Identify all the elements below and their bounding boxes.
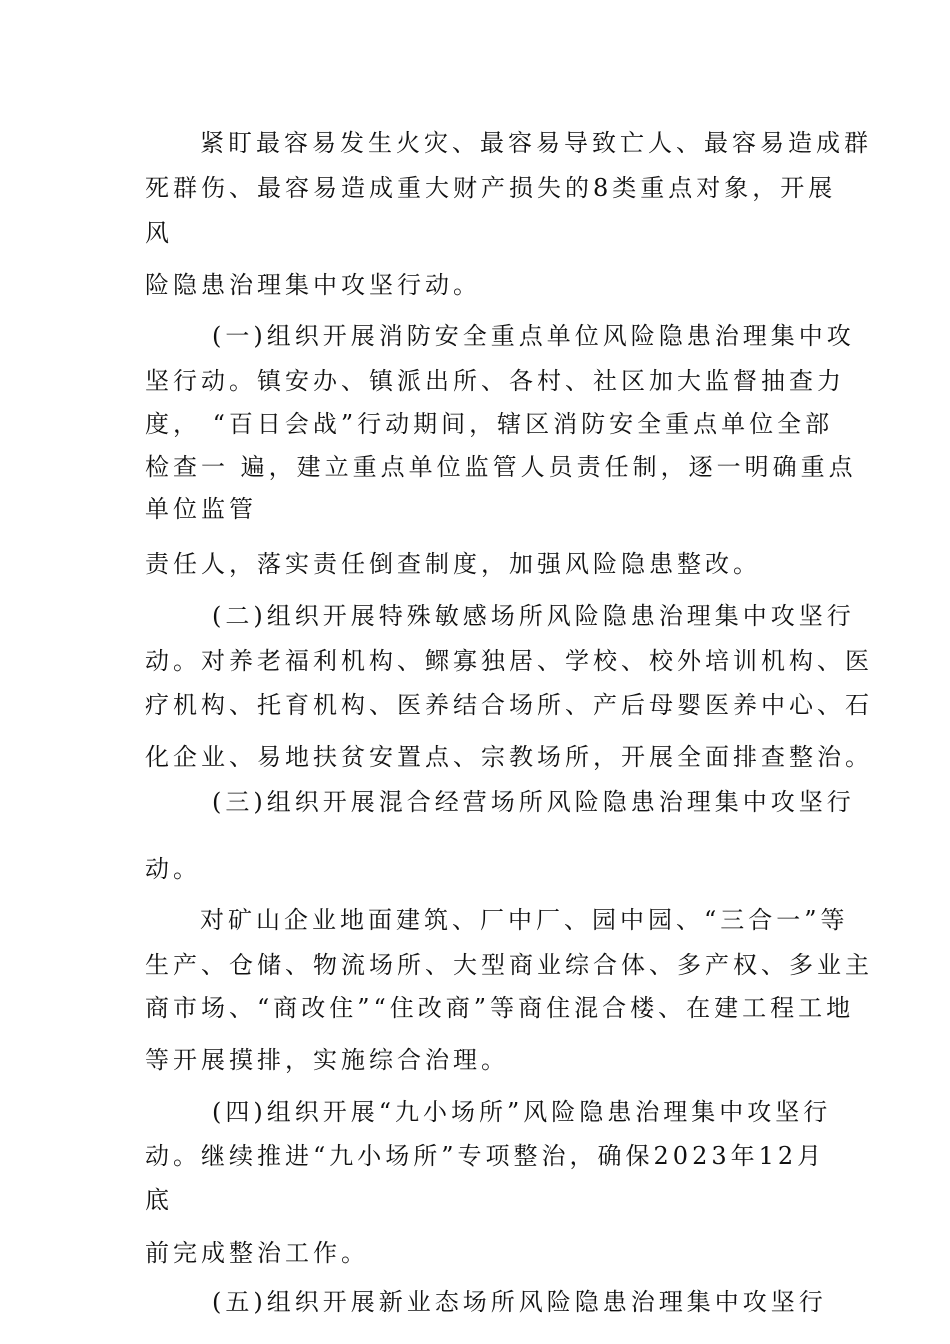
paragraph-line: 坚行动。镇安办、镇派出所、各村、社区加大监督抽查力 (145, 367, 845, 395)
paragraph-line: 商市场、“商改住”“住改商”等商住混合楼、在建工程工地 (145, 994, 855, 1022)
paragraph-line: 单位监管 (145, 495, 257, 523)
paragraph-line: 责任人，落实责任倒查制度，加强风险隐患整改。 (145, 550, 761, 578)
paragraph-line: (二)组织开展特殊敏感场所风险隐患治理集中攻坚行 (212, 602, 855, 630)
paragraph-line: 对矿山企业地面建筑、厂中厂、园中园、“三合一”等 (200, 906, 849, 934)
paragraph-line: 紧盯最容易发生火灾、最容易导致亡人、最容易造成群 (200, 129, 872, 157)
paragraph-line: (五)组织开展新业态场所风险隐患治理集中攻坚行 (212, 1288, 827, 1316)
paragraph-line: 动。继续推进“九小场所”专项整治，确保2023年12月 (145, 1142, 826, 1170)
paragraph-line: 动。对养老福利机构、鳏寡独居、学校、校外培训机构、医 (145, 647, 873, 675)
paragraph-line: 风 (145, 219, 173, 247)
paragraph-line: 疗机构、托育机构、医养结合场所、产后母婴医养中心、石 (145, 691, 873, 719)
paragraph-line: 险隐患治理集中攻坚行动。 (145, 271, 481, 299)
paragraph-line: (四)组织开展“九小场所”风险隐患治理集中攻坚行 (212, 1098, 832, 1126)
paragraph-line: 前完成整治工作。 (145, 1239, 369, 1267)
paragraph-line: 度， “百日会战”行动期间，辖区消防安全重点单位全部 (145, 410, 834, 438)
paragraph-line: 死群伤、最容易造成重大财产损失的8类重点对象，开展 (145, 174, 837, 202)
paragraph-line: 生产、仓储、物流场所、大型商业综合体、多产权、多业主 (145, 951, 873, 979)
paragraph-line: 底 (145, 1186, 173, 1214)
paragraph-line: 化企业、易地扶贫安置点、宗教场所，开展全面排查整治。 (145, 743, 873, 771)
paragraph-line: 动。 (145, 855, 201, 883)
paragraph-line: (三)组织开展混合经营场所风险隐患治理集中攻坚行 (212, 788, 855, 816)
paragraph-line: 检查一 遍，建立重点单位监管人员责任制，逐一明确重点 (145, 453, 857, 481)
paragraph-line: (一)组织开展消防安全重点单位风险隐患治理集中攻 (212, 322, 855, 350)
paragraph-line: 等开展摸排，实施综合治理。 (145, 1046, 509, 1074)
